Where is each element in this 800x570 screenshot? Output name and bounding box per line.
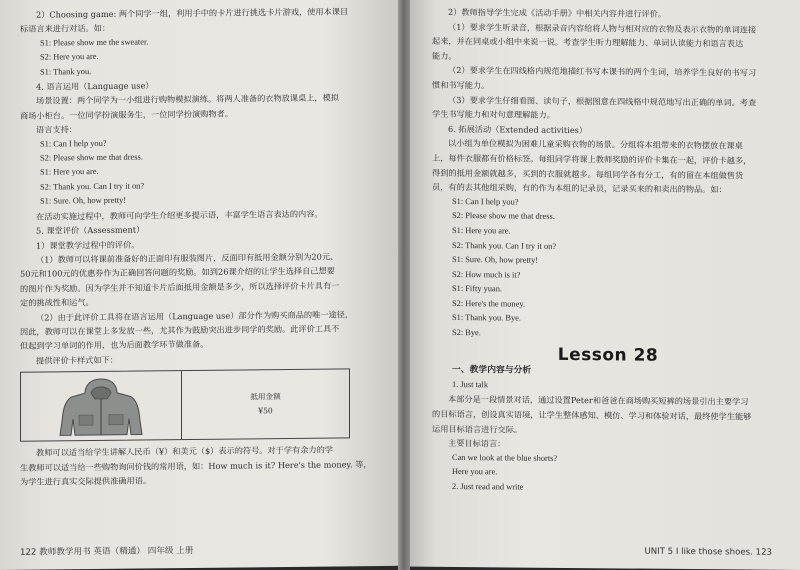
text-line: 惯和书写能力。: [432, 79, 490, 91]
section-title: 一、教学内容与分析: [452, 365, 532, 376]
text-line: S1: Can I help you?: [452, 196, 519, 207]
text-line: S2: How much is it?: [452, 269, 521, 280]
text-line: 的目标语言，创设真实语境，让学生整体感知、模仿、学习和体验对话，最终使学生能够: [432, 408, 752, 422]
left-page-body: [20, 4, 382, 489]
left-text-block-after: [20, 442, 382, 489]
right-text-block-after: [432, 378, 784, 498]
right-page: [404, 0, 800, 570]
text-line: 1. Just talk: [452, 379, 489, 390]
text-line: （1）教师可以将课前准备好的正面印有服装图片，反面印有抵用金额分别为20元、: [36, 251, 339, 265]
text-line: 2）Choosing game: 两个同学一组，利用手中的卡片进行挑选卡片游戏，使用本课目: [36, 6, 349, 20]
text-line: 以小组为单位模拟为困难儿童采购衣物的场景。分组将本组带来的衣物摆放在课桌: [448, 138, 743, 151]
card-text: [182, 370, 349, 440]
text-line: Can we look at the blue shorts?: [452, 452, 558, 463]
text-line: 在活动实施过程中，教师可向学生介绍更多提示语，丰富学生语言表达的内容。: [36, 208, 323, 222]
text-line: 但起到学习单词的作用，也为后面教学环节做准备。: [20, 339, 209, 352]
text-line: S1: Here you are.: [40, 167, 99, 178]
text-line: （1）要求学生听录音，根据录音内容给将人物与相对应的衣物及表示衣物的单词连接: [448, 21, 757, 35]
text-line: 标语言来进行对话。如：: [20, 23, 111, 35]
text-line: 因此，教师可以在课堂上多发放一些，尤其作为鼓励突出进步同学的奖励。此评价工具不: [20, 323, 340, 337]
text-line: 提供评价卡样式如下：: [36, 354, 118, 366]
text-line: 4. 语言运用（Language use）: [36, 80, 154, 92]
text-line: 商场小柜台。一位同学扮演服务生，一位同学扮演购物者。: [20, 108, 233, 121]
text-line: 的图片作为奖励。因为学生并不知道卡片后面抵用金额是多少，所以选择评价卡片具有一: [20, 280, 340, 294]
evaluation-card: [20, 368, 350, 441]
text-line: 学生书写能力和对句意理解能力。: [432, 108, 555, 121]
text-line: 50元和100元的优惠券作为正确回答问题的奖励。如到26课介绍的让学生选择自己想要: [20, 265, 335, 280]
text-line: S1: Can I help you?: [40, 138, 107, 149]
right-text-block: [432, 5, 784, 344]
text-line: S1: Here you are.: [452, 225, 511, 236]
text-line: S1: Please show me the sweater.: [40, 37, 149, 48]
text-line: S2: Please show me that dress.: [452, 211, 555, 222]
text-line: 能力。: [432, 50, 457, 61]
card-value: ¥50: [258, 406, 273, 416]
text-line: S2: Thank you. Can I try it on?: [40, 181, 145, 192]
hooded-jacket-icon: [41, 374, 161, 437]
left-text-block: [20, 4, 382, 368]
text-line: 运用目标语言进行交际。: [432, 423, 523, 435]
text-line: 2）教师指导学生完成《活动手册》中相关内容并进行评价。: [448, 6, 667, 19]
text-line: S1: Sure. Oh, how pretty!: [40, 195, 127, 206]
text-line: S1: Thank you. Bye.: [452, 313, 521, 324]
text-line: S2: Here's the money.: [452, 298, 526, 309]
text-line: 教师可以适当给学生讲解人民币（¥）和美元（$）表示的符号。对于学有余力的学: [36, 444, 333, 458]
lesson-title: Lesson 28: [557, 344, 659, 366]
text-line: 1）课堂教学过程中的评价。: [36, 239, 140, 251]
text-line: S2: Bye.: [452, 328, 481, 338]
text-line: 员，有的去其他组采购，有的作为本组的记录员，记录买来的和卖出的物品。如：: [432, 181, 727, 195]
text-line: S2: Please show me that dress.: [40, 152, 143, 163]
text-line: （3）要求学生仔细看图、读句子，根据图意在四线格中规范地写出正确的单词。考查: [448, 94, 757, 108]
card-title: 抵用金额: [250, 392, 281, 402]
text-line: 生教师可以适当给一些购物询问价钱的常用语，如：How much is it? Here's the money. 等，: [20, 458, 372, 473]
text-line: 场景设置：两个同学为一小组进行购物模拟演练。将两人准备的衣物放课桌上，模拟: [36, 92, 339, 107]
right-page-footer: UNIT 5 I like those shoes. 123: [644, 546, 772, 558]
text-line: 2. Just read and write: [452, 481, 524, 492]
text-line: （2）由于此评价工具将在语言运用（Language use）部分作为购买商品的唯一途径，: [36, 308, 354, 323]
jacket-image: [21, 371, 182, 441]
text-line: 本部分是一段情景对话，通过设置Peter和爸爸在商场购买短裤的场景引出主要学习: [448, 394, 749, 407]
text-line: 5. 课堂评价（Assessment）: [36, 224, 145, 236]
text-line: S1: Thank you.: [40, 66, 92, 77]
text-line: S1: Fifty yuan.: [452, 284, 503, 294]
text-line: 语言支持：: [36, 124, 77, 135]
right-page-body: [432, 5, 784, 498]
text-line: 主要目标语言：: [448, 438, 506, 449]
text-line: 为学生进行真实交际提供准确用语。: [20, 475, 152, 487]
text-line: S1: Sure. Oh, how pretty!: [452, 255, 539, 265]
left-page-footer: 122 教师教学用书 英语（精通） 四年级 上册: [20, 545, 194, 558]
text-line: 定的挑战性和运气。: [20, 297, 94, 308]
text-line: 6. 拓展活动（Extended activities）: [448, 123, 588, 135]
text-line: S2: Here you are.: [40, 52, 99, 62]
book-gutter: [398, 0, 410, 570]
text-line: 上，每件衣服都有价格标签。每组同学将课上教师奖励的评价卡集在一起，评价卡越多，: [432, 152, 752, 166]
text-line: 得到的抵用金额就越多，买到的衣服就越多。每组同学各有分工，有的留在本组做售货: [432, 167, 744, 181]
text-line: S2: Thank you. Can I try it on?: [452, 240, 557, 251]
text-line: （2）要求学生在四线格内规范地描红书写本课书的两个生词，培养学生良好的书写习: [448, 65, 757, 78]
text-line: Here you are.: [452, 467, 498, 477]
text-line: 起来，并在同桌或小组中来说一说。考查学生听力理解能力、单词认读能力和语言表达: [432, 35, 744, 49]
